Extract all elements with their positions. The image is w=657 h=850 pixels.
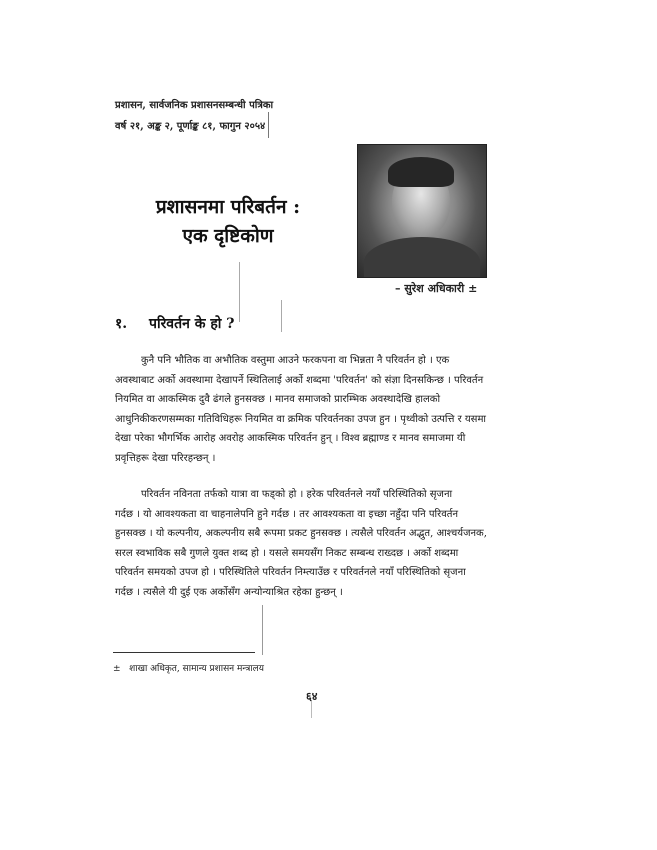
paragraph-1: [115, 351, 515, 468]
paragraph-line: परिवर्तन समयको उपज हो । परिस्थितिले परिवर्तन निम्त्याउँछ र परिवर्तनले नयाँ परिस्थितिको सृजना: [115, 567, 466, 578]
section-title: परिवर्तन के हो ?: [149, 316, 235, 332]
section-heading: [115, 314, 234, 333]
footnote-mark: ±: [113, 664, 121, 674]
paragraph-line: कुनै पनि भौतिक वा अभौतिक वस्तुमा आउने फरकपना वा भिन्नता नै परिवर्तन हो । एक: [141, 355, 450, 366]
footnote: [113, 661, 264, 674]
scan-artifact-line: [239, 262, 240, 322]
paragraph-line: आधुनिकीकरणसम्मका गतिविधिहरू नियमित वा क्रमिक परिवर्तनका उपज हुन । पृथ्वीको उत्पत्ति र यसमा: [115, 413, 487, 425]
scan-artifact-line: [281, 300, 282, 332]
paragraph-line: देखा परेका भौगर्भिक आरोह अवरोह आकस्मिक परिवर्तन हुन् । विश्व ब्रह्माण्ड र मानव समाजमा यी: [115, 433, 466, 444]
paragraph-line: प्रवृत्तिहरू देखा परिरहन्छन् ।: [115, 452, 216, 464]
scan-artifact-line: [262, 605, 263, 655]
paragraph-line: परिवर्तन नविनता तर्फको यात्रा वा फड्को हो । हरेक परिवर्तनले नयाँ परिस्थितिको सृजना: [141, 489, 453, 500]
article-title-line-2: एक दृष्टिकोण: [182, 225, 274, 247]
paragraph-line: नियमित वा आकस्मिक दुवै ढंगले हुनसक्छ । मानव समाजको प्रारम्भिक अवस्थादेखि हालको: [115, 394, 441, 405]
paragraph-line: गर्दछ । त्यसैले यी दुई एक अर्कोसँग अन्योन्याश्रित रहेका हुन्छन् ।: [115, 586, 343, 598]
page-number: ६४: [306, 690, 318, 703]
photo-hair: [388, 157, 454, 187]
scan-artifact-line: [268, 112, 269, 138]
author-photo: [357, 144, 487, 278]
paragraph-2: [115, 485, 515, 602]
footnote-rule: [113, 652, 255, 653]
paragraph-line: गर्दछ । यो आवश्यकता वा चाहनालेपनि हुने गर्दछ । तर आवश्यकता वा इच्छा नहुँदा पनि परिवर्तन: [115, 508, 459, 520]
paragraph-line: हुनसक्छ । यो कल्पनीय, अकल्पनीय सबै रूपमा प्रकट हुनसक्छ । त्यसैले परिवर्तन अद्भुत, आश्चर्यजनक,: [115, 528, 487, 539]
photo-shoulders: [364, 237, 480, 278]
journal-name: प्रशासन, सार्वजनिक प्रशासनसम्बन्धी पत्रिका: [115, 100, 274, 111]
footnote-text: शाखा अधिकृत, सामान्य प्रशासन मन्त्रालय: [129, 664, 264, 674]
issue-info: वर्ष २१, अङ्क २, पूर्णाङ्क ८१, फागुन २०५४: [115, 121, 266, 132]
section-number: १.: [115, 316, 128, 332]
article-title: [128, 193, 328, 251]
paragraph-line: सरल स्वभाविक सबै गुणले युक्त शब्द हो । यसले समयसँग निकट सम्बन्ध राख्दछ । अर्को शब्दमा: [115, 547, 459, 559]
article-title-line-1: प्रशासनमा परिबर्तन :: [155, 196, 301, 218]
author-name: – सुरेश अधिकारी ±: [395, 282, 478, 295]
paragraph-line: अवस्थाबाट अर्को अवस्थामा देखापर्ने स्थितिलाई अर्को शब्दमा 'परिवर्तन' को संज्ञा दिनसकिन्छ । परिवर्तन: [115, 374, 484, 386]
